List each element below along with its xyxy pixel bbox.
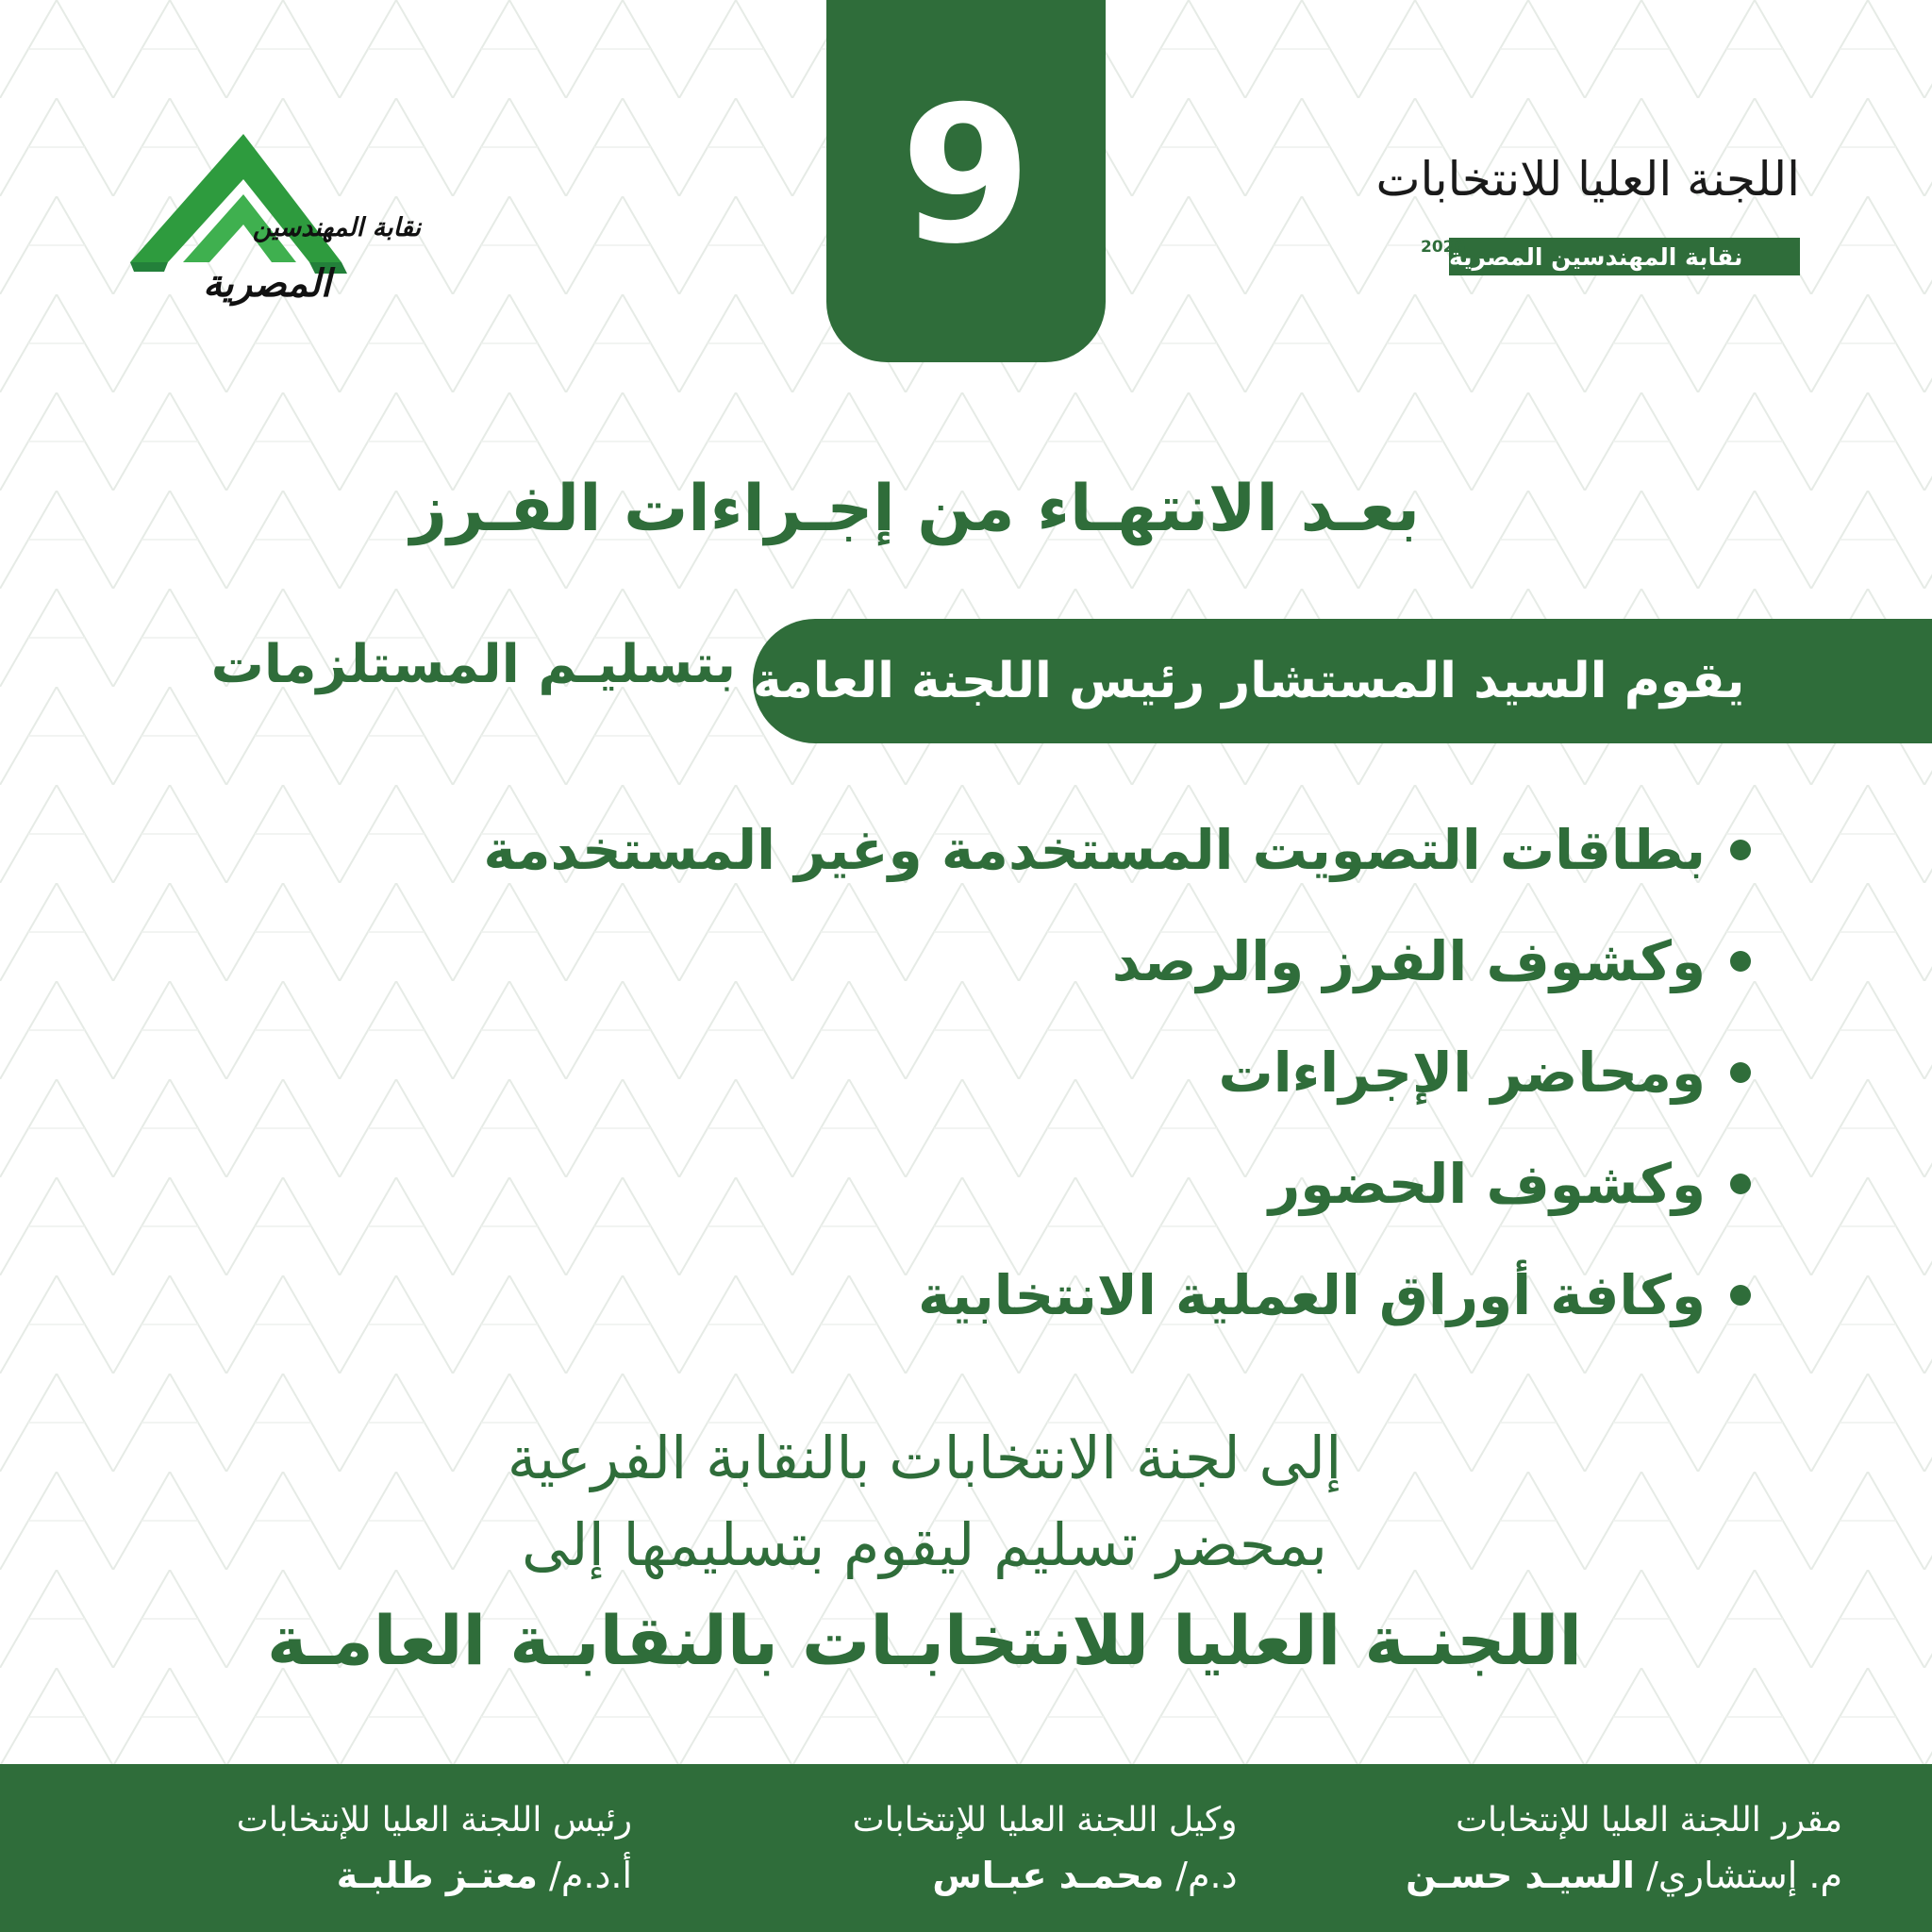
bullet-icon: [1730, 840, 1751, 860]
list-item: وكشوف الحضور: [242, 1128, 1751, 1240]
signature-deputy: وكيل اللجنة العليا للإنتخابات د.م/ محمـد عبـاس: [852, 1801, 1238, 1896]
list-item: وكافة أوراق العملية الانتخابية: [242, 1240, 1751, 1351]
closing-line1: إلى لجنة الانتخابات بالنقابة الفرعية: [507, 1424, 1342, 1492]
step-number: 9: [900, 66, 1032, 286]
closing-line3: اللجنـة العليا للانتخابـات بالنقابـة العامـة: [266, 1601, 1583, 1680]
pill-continuation: بتسليـم المستلزمات: [210, 634, 736, 695]
footer-signatures: [0, 1764, 1932, 1932]
list-item: ومحاضر الإجراءات: [242, 1017, 1751, 1128]
syndicate-logo: [130, 123, 423, 311]
highlight-pill: [753, 619, 1932, 743]
list-item: بطاقات التصويت المستخدمة وغير المستخدمة: [242, 794, 1751, 906]
committee-logo-bar: [1449, 238, 1800, 275]
list-item: وكشوف الفرز والرصد: [242, 906, 1751, 1017]
bullet-icon: [1730, 1174, 1751, 1194]
requirements-list: [242, 794, 1751, 1351]
bullet-icon: [1730, 1285, 1751, 1306]
syndicate-logo-line2: المصرية: [203, 262, 331, 306]
headline: بعـد الانتهـاء من إجـراءات الفـرز: [409, 472, 1421, 546]
step-number-tab: [826, 0, 1106, 362]
closing-text: [245, 1415, 1604, 1692]
committee-logo-title: اللجنة العليا للانتخابات: [1375, 152, 1800, 207]
signature-rapporteur: مقرر اللجنة العليا للإنتخابات م. إستشاري/ السيـد حسـن: [1406, 1801, 1842, 1896]
bullet-icon: [1730, 1062, 1751, 1083]
closing-line2: بمحضر تسليم ليقوم بتسليمها إلى: [522, 1510, 1327, 1579]
signature-chairman: رئيس اللجنة العليا للإنتخابات أ.د.م/ معتـز طلبـة: [236, 1801, 632, 1896]
committee-logo-year: 2026: [1421, 238, 1466, 257]
syndicate-logo-line1: نقابة المهندسين: [252, 213, 421, 242]
highlight-pill-text: يقوم السيد المستشار رئيس اللجنة العامة: [753, 653, 1745, 709]
committee-logo: [1375, 151, 1800, 283]
bullet-icon: [1730, 951, 1751, 972]
committee-logo-subtitle: نقابة المهندسين المصرية: [1449, 242, 1743, 271]
